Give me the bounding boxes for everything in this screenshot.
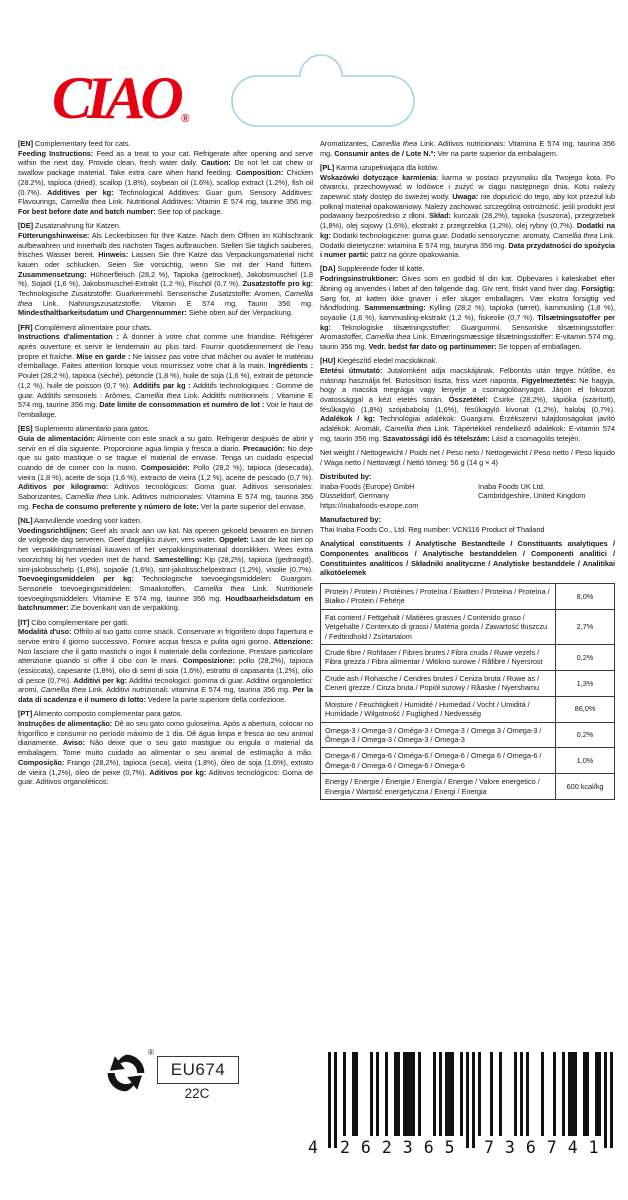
distributed-by-label: Distributed by: (320, 472, 372, 481)
distributor-europe (320, 482, 478, 511)
barcode-lead-digit: 4 (308, 1138, 318, 1157)
distributor-uk (478, 482, 615, 511)
analytical-row: Fat content / Fettgehalt / Matières grasses / Contenido graso / Vetgehalte / Contenuto di grassi / Matéria gorda / Zawartość tłuszczu / Fedtindhold / Zsírtartalom 2,7% (321, 609, 615, 644)
label-section-hu: [HU] Kiegészítő eledel macskáknak. Etetési útmutató: Jutalomként adja macskájának. Felbontás után tegye hűtőbe, és másnap használja fel. Biztosítson tiszta, friss vizet naponta. Figyelmeztetés: Ne hagyja, hogy a macska megrágja vagy lenyelje a csomagolóanyagot. Járjon el fokozott óvatossággal a kézi etetés során. Összetétel: Csirke (28,2%), tápióka (szárított), fésűkagyló (1,8%) szójababolaj (1,6%), fésűkagyló kivonat (1,2%), halolaj (0,7%). Adalékok / kg: Technológiai adalékok: Guargumi. Érzékszervi tulajdonságokat javító adalékok: Aromák, Camellia thea Link. Tápértékkel rendelkező adalékok: E-vitamin 574 mg, taurin 356 mg. Szavatossági idő és tételszám: Lásd a csomagolás tetején. (320, 356, 616, 443)
right-sections (320, 139, 615, 444)
green-dot-recycling-icon (106, 1053, 146, 1098)
distributor-row (320, 482, 615, 511)
label-section-pl: [PL] Karma uzupełniająca dla kotów. Wskazówki dotyczące karmienia: karma w postaci przysmaku dla Twojego kota. Po otwarciu, przechowywać w lodówce i zużyć w ciągu następnego dnia. Kotu należy zapewnić stały dostęp do świeżej wody. Uwaga: nie dopuścić do tego, aby kot przeżuł lub połknął materiał opakowaniowy. Należy zachować szczególną ostrożność, jeśli produkt jest podawany bezpośrednio z dłoni. Skład: kurczak (28,2%), tapioka (suszona), przegrzebek (1,8%), olej sojowy (1,6%), ekstrakt z przegrzebka (1,2%), olej rybny (0,7%). Dodatki na kg: Dodatki technologiczne: guma guar. Dodatki sensoryczne: aromaty, Camellia thea Link. Dodatki dietetyczne: witamina E 574 mg, tauryna 356 mg. Data przydatności do spożycia i numer partii: patrz na górze opakowania. (320, 162, 616, 260)
label-column-right (320, 139, 615, 800)
manufactured-by-label: Manufactured by: (320, 515, 381, 525)
analytical-row: Moisture / Feuchtigkeit / Humidité / Humedad / Vocht / Umidità / Humidade / Wilgotność / Fugtighed / Nedvesség 86,0% (321, 696, 615, 722)
label-section-da: [DA] Supplerende foder til katte. Fodringsinstruktioner: Gives som en godbid til din kat. Opbevares i køleskabet efter åbning og anvendes i løbet af den følgende dag. Giv rent, friskt vand hver dag. Forsigtig: Sørg for, at katten ikke gnaver i eller sluger emballagen. Vær ekstra forsigtig ved håndfodring. Sammensætning: Kylling (28,2 %), tapioka (tørret), kammusling (1,8 %), soyaolie (1,6 %), kammusling-ekstrakt (1,2 %), fiskeolie (0,7 %). Tilsætningsstoffer per kg: Teknologiske tilsætningsstoffer: Guargummi. Sensoriske tilsætningsstoffer: Aromastoffer, Camellia thea Link. Ernæringsmæssige tilsætningsstoffer: E-vitamin 574 mg, taurin 356 mg. Vedr. bedst før dato og partinummer: Se toppen af emballagen. (320, 264, 615, 352)
analytical-table (320, 583, 615, 800)
left-sections (18, 139, 313, 787)
eu-approval-code: EU674 (157, 1056, 239, 1084)
label-section-it: [IT] Cibo complementare per gatti. Modalità d'uso: Offrilo al tuo gatto come snack. Conservare in frigorifero dopo l'apertura e servire entro il giorno successivo. Fornire acqua fresca e pulita ogni giorno. Attenzione: Non lasciare che il gatto mastichi o ingoi il materiale della confezione. Prestare particolare attenzione quando si offre il cibo con le mani. Composizione: pollo (28,2%), tapioca (essiccata), capesante (1,8%), olio di semi di soia (1,6%), estratto di capasanta (1,2%), olio di pesce (0,7%). Additivi per kg: Additivi tecnologici: gomma di guar. Additivi organolettici: aromi, Camellia thea Link. Additivi nutrizionali: vitamina E 574 mg, taurina 356 mg. Per la data di scadenza e il numero di lotto: Vedere la parte superiore della confezione. (18, 617, 313, 705)
analytical-row: Omega-3 / Omega-3 / Oméga-3 / Omega-3 / Omega 3 / Omega-3 / Ômega-3 / Omega-3 / Omega-3 / Omega-3 0,2% (321, 722, 615, 748)
analytical-row: Crude fibre / Rohfaser / Fibres brutes / Fibra cruda / Ruwe vezels / Fibra grezza / Fibra alimentar / Włókno surowe / Råfibre / Nyersrost 0,2% (321, 645, 615, 671)
manufactured-by-block (320, 515, 615, 534)
brand-logo (52, 65, 190, 131)
distributor-uk-city: Cambridgeshire, United Kingdom (478, 491, 586, 501)
label-section-es: [ES] Suplemento alimentario para gatos. Guía de alimentación: Alimente con este snack a su gato. Refrigerar después de abrir y servir en el día siguiente. Proporcione agua limpia y fresca a diario. Precaución: No deje que su gato mastique o se trague el material de envase. Tenga un cuidado especial cuando dé de comer con la mano. Composición: Pollo (28,2 %), tapioca (desecada), vieira (1,8 %), aceite de soja (1,6 %), extracto de vieira (1,2 %), aceite de pescado (0,7 %). Aditivos por kilogramo: Aditivos tecnológicos: Goma guar. Aditivos sensoriales: Saborizantes, Camellia thea Link. Aditivos nutricionales: Vitamina E 574 mg, taurina 356 mg. Fecha de consumo preferente y número de lote: Ver la parte superior del envase. (18, 424, 313, 511)
brand-name: CIAO (52, 65, 179, 131)
batch-code: 22C (184, 1086, 210, 1101)
registered-mark: ® (180, 111, 190, 125)
label-column-left (18, 139, 313, 787)
distributor-eu-city: Düsseldorf, Germany (320, 491, 389, 501)
analytical-row: Protein / Protein / Protéines / Proteína / Eiwitten / Proteina / Proteína / Białko / Protein / Fehérje 8,0% (321, 584, 615, 610)
analytical-row: Crude ash / Rohasche / Cendres brutes / Ceniza bruta / Ruwe as / Ceneri grezze / Cinza bruta / Popiół surowy / Råaske / Nyershamu 1,3% (321, 670, 615, 696)
barcode-group-1: 262365 (340, 1138, 466, 1157)
manufacturer-text: Thai Inaba Foods Co., Ltd. Reg number: VCN116 Product of Thailand (320, 525, 545, 535)
distributor-uk-name: Inaba Foods UK Ltd. (478, 481, 545, 491)
analytical-row: Omega-6 / Omega-6 / Oméga-6 / Omega-6 / Omega 6 / Omega-6 / Ômega-6 / Omega-6 / Omega-6 / Omega-6 1,0% (321, 748, 615, 774)
label-section-pt: [PT] Alimento composto complementar para gatos. Instruções de alimentação: Dê ao seu gato como guloseima. Após a abertura, colocar no frigorífico e consumir no período máximo de 1 dia. Dê água limpa e fresca ao seu animal diariamente. Aviso: Não deixe que o seu gato mastigue ou engula o material da embalagem. Tome muito cuidado ao alimentar o seu animal de estimação à mão. Composição: Frango (28,2%), tapioca (seca), vieira (1,8%), óleo de soja (1,6%), extrato de vieira (1,2%), óleo de peixe (0,7%). Aditivos por kg: Aditivos tecnológicos: Goma de guar. Aditivos organoléticos: (18, 709, 314, 787)
analytical-heading: Analytical constituents / Analytische Bestandteile / Constituants analytiques / Componentes analíticos / Analytische bestanddelen / Componenti analitici / Constituintes analíticos / Składniki analityczne / Analytiske bestanddele / Analitikai alkotóelemek (320, 539, 615, 578)
distributor-eu-name: Inaba-Foods (Europe) GmbH (320, 481, 415, 491)
distributed-by-block (320, 472, 615, 511)
label-section-pt2: Aromatizantes, Camellia thea Link. Aditivos nutricionais: Vitamina E 574 mg, taurina 356 mg. Consumir antes de / Lote N.º: Ver na parte superior da embalagem. (320, 139, 615, 158)
green-dot-registered-mark: ® (148, 1048, 154, 1057)
barcode (308, 1052, 616, 1164)
barcode-group-2: 736741 (484, 1138, 610, 1157)
label-section-nl: [NL] Aanvullende voeding voor katten. Voedingsrichtlijnen: Geef als snack aan uw kat. Na openen gekoeld bewaren en binnen de volgende dag serveren. Geef dagelijks zuiver, vers water. Opgelet: Laat de kat niet op het verpakkingsmateriaal kauwen of het verpakkingsmateriaal doorslikken. Wees extra voorzichtig bij het voeden met de hand. Samestelling: Kip (28,2%), tapioca (gedroogd), sint-jakobsschelp (1,8%), sojaolie (1,6%), sint-jakobsschelpextract (1,2%), visolie (0,7%). Toevoegingsmiddelen per kg: Technologische toevoegingsmiddelen: Guargom. Sensoriële toevoegingsmiddelen: Smaakstoffen, Camellia thea Link. Nutritionele toevoegingsmiddelen: Vitamine E 574 mg, taurine 356 mg. Houdbaarheidsdatum en batchnummer: Zie bovenkant van de verpakking. (18, 516, 314, 613)
barcode-digits (308, 1138, 616, 1162)
barcode-bars (308, 1052, 616, 1152)
net-weight: Net weight / Nettogewicht / Poids net / Peso neto / Nettogewicht / Peso netto / Peso liquido / Waga netto / Nettovægt / Nettó tömeg: 56 g (14 g × 4) (320, 448, 615, 467)
hang-tab-shape (228, 50, 420, 130)
label-section-de: [DE] Zusatznahrung für Katzen. Fütterungshinweise: Als Leckerbissen für Ihre Katze. Nach dem Öffnen im Kühlschrank aufbewahren und innerhalb des nächsten Tages aufbrauchen. Stellen Sie täglich sauberes, frisches Wasser bereit. Hinweis: Lassen Sie Ihre Katze das Verpackungsmaterial nicht kauen oder schlucken. Seien Sie vorsichtig, wenn Sie mit der Hand füttern. Zusammensetzung: Hühnerfleisch (28,2 %), Tapioka (getrocknet), Jakobsmuschel (1,8 %), Sojaöl (1,6 %), Jakobsmuschel-Extrakt (1,2 %), Fischöl (0,7 %). Zusatzstoffe pro kg: Technologische Zusatzstoffe: Guarkernmehl. Sensorische Zusatzstoffe: Aromen, Camellia thea Link. Nahrungszusatzstoffe: Vitamin E 574 mg, Taurin 356 mg. Mindesthaltbarkeitsdatum und Chargennummer: Siehe oben auf der Verpackung. (18, 221, 313, 318)
distributor-eu-url: https://inabafoods-europe.com (320, 501, 419, 511)
label-section-en: [EN] Complementary feed for cats. Feeding Instructions: Feed as a treat to your cat. Refrigerate after opening and serve within the next day. Provide clean, fresh water daily. Caution: Do not let cat chew or swallow package material. Take extra care when hand feeding. Composition: Chicken (28.2%), tapioca (dried), scallop (1.8%), soybean oil (1.6%), scallop extract (1.2%), fish oil (0.7%). Additives per kg: Technological Additives: Guar gum. Sensory Additives: Flavourings, Camellia thea Link. Nutritional Additives: Vitamin E 574 mg, taurine 356 mg. For best before date and batch number: See top of package. (18, 139, 314, 216)
analytical-row: Energy / Energie / Énergie / Energía / Energie / Valore energetico / Energia / Wartość energetyczna / Energi / Energia 600 kcal/kg (321, 774, 615, 800)
label-section-fr: [FR] Complément alimentaire pour chats. Instructions d'alimentation : À donner à votre chat comme une friandise. Réfrigérer après ouverture et servir le lendemain au plus tard. Fournir quotidiennement de l'eau propre et fraîche. Mise en garde : Ne laissez pas votre chat mâcher ou avaler le matériau d'emballage. Faites attention lorsque vous nourrissez votre chat à la main. Ingrédients : Poulet (28,2 %), tapioca (séché), pétoncle (1,8 %), huile de soja (1,6 %), extrait de pétoncle (1,2 %), huile de poisson (0,7 %). Additifs par kg : Additifs technologiques : Gomme de guar. Additifs sensoriels : Arômes, Camellia thea Link. Additifs nutritionnels : Vitamine E 574 mg, taurine 356 mg. Date limite de consommation et numéro de lot : Voir le haut de l'emballage. (18, 322, 314, 419)
hang-tab-outline (228, 50, 420, 135)
